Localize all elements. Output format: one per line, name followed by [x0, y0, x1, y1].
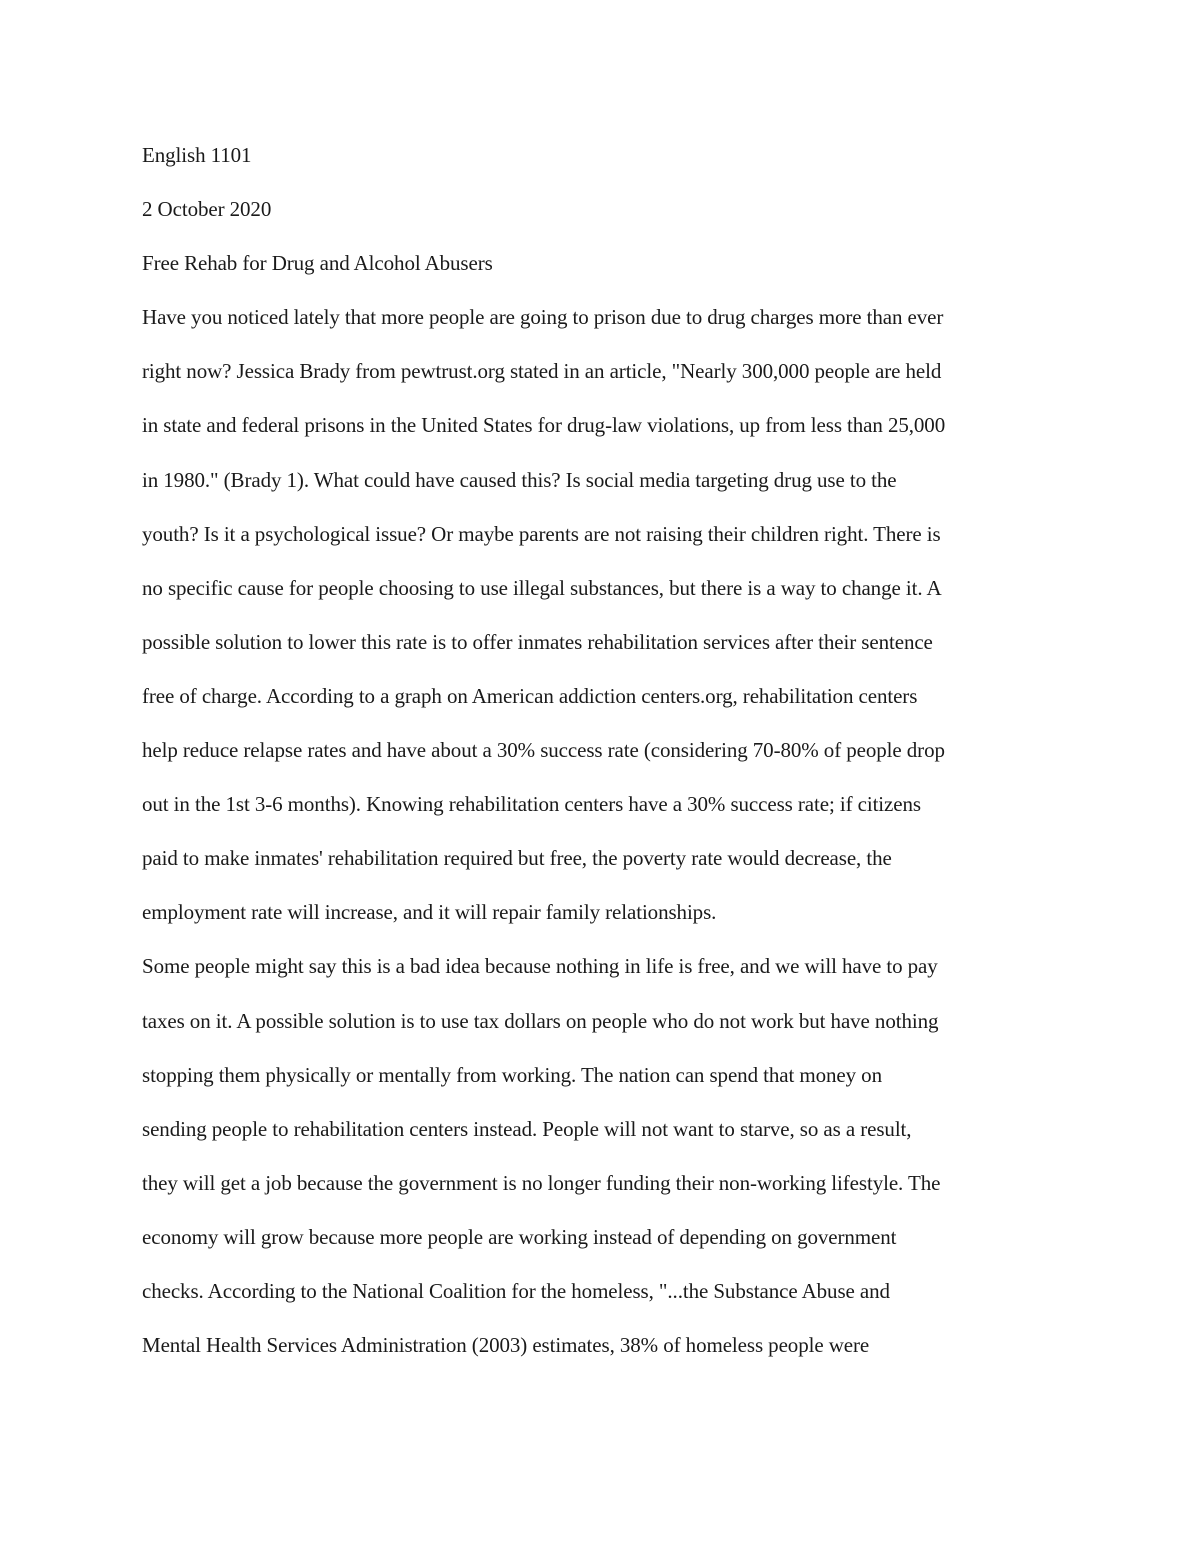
paragraph-line: paid to make inmates' rehabilitation required but free, the poverty rate would decrease, the	[142, 846, 892, 871]
paragraph-line: stopping them physically or mentally from working. The nation can spend that money on	[142, 1062, 882, 1087]
paragraph-line: possible solution to lower this rate is to offer inmates rehabilitation services after their sentence	[142, 629, 933, 654]
course-heading: English 1101	[142, 143, 252, 167]
paragraph-2	[142, 939, 1072, 1372]
paragraph-line: Some people might say this is a bad idea because nothing in life is free, and we will have to pay	[142, 954, 938, 979]
paragraph-line: right now? Jessica Brady from pewtrust.org stated in an article, "Nearly 300,000 people are held	[142, 359, 942, 384]
document-body	[142, 128, 1072, 1372]
paragraph-1	[142, 290, 1072, 939]
essay-title: Free Rehab for Drug and Alcohol Abusers	[142, 251, 493, 276]
paragraph-line: sending people to rehabilitation centers instead. People will not want to starve, so as a result,	[142, 1116, 912, 1141]
date-heading: 2 October 2020	[142, 197, 272, 222]
paragraph-line: no specific cause for people choosing to use illegal substances, but there is a way to change it. A	[142, 575, 942, 600]
paragraph-line: out in the 1st 3-6 months). Knowing rehabilitation centers have a 30% success rate; if citizens	[142, 792, 921, 817]
paragraph-line: Have you noticed lately that more people are going to prison due to drug charges more than ever	[142, 305, 944, 330]
paragraph-line: Mental Health Services Administration (2003) estimates, 38% of homeless people were	[142, 1333, 870, 1358]
paragraph-line: in 1980." (Brady 1). What could have caused this? Is social media targeting drug use to the	[142, 467, 897, 492]
paragraph-line: free of charge. According to a graph on American addiction centers.org, rehabilitation centers	[142, 683, 918, 708]
paragraph-line: they will get a job because the government is no longer funding their non-working lifestyle. The	[142, 1170, 941, 1195]
paragraph-line: youth? Is it a psychological issue? Or maybe parents are not raising their children right. There is	[142, 521, 941, 546]
paragraph-line: employment rate will increase, and it will repair family relationships.	[142, 900, 717, 925]
paragraph-line: taxes on it. A possible solution is to use tax dollars on people who do not work but have nothing	[142, 1008, 939, 1033]
paragraph-line: checks. According to the National Coalition for the homeless, "...the Substance Abuse and	[142, 1278, 890, 1303]
paragraph-line: help reduce relapse rates and have about a 30% success rate (considering 70-80% of people drop	[142, 738, 945, 763]
paragraph-line: economy will grow because more people are working instead of depending on government	[142, 1224, 897, 1249]
paragraph-line: in state and federal prisons in the United States for drug-law violations, up from less than 25,000	[142, 413, 946, 438]
